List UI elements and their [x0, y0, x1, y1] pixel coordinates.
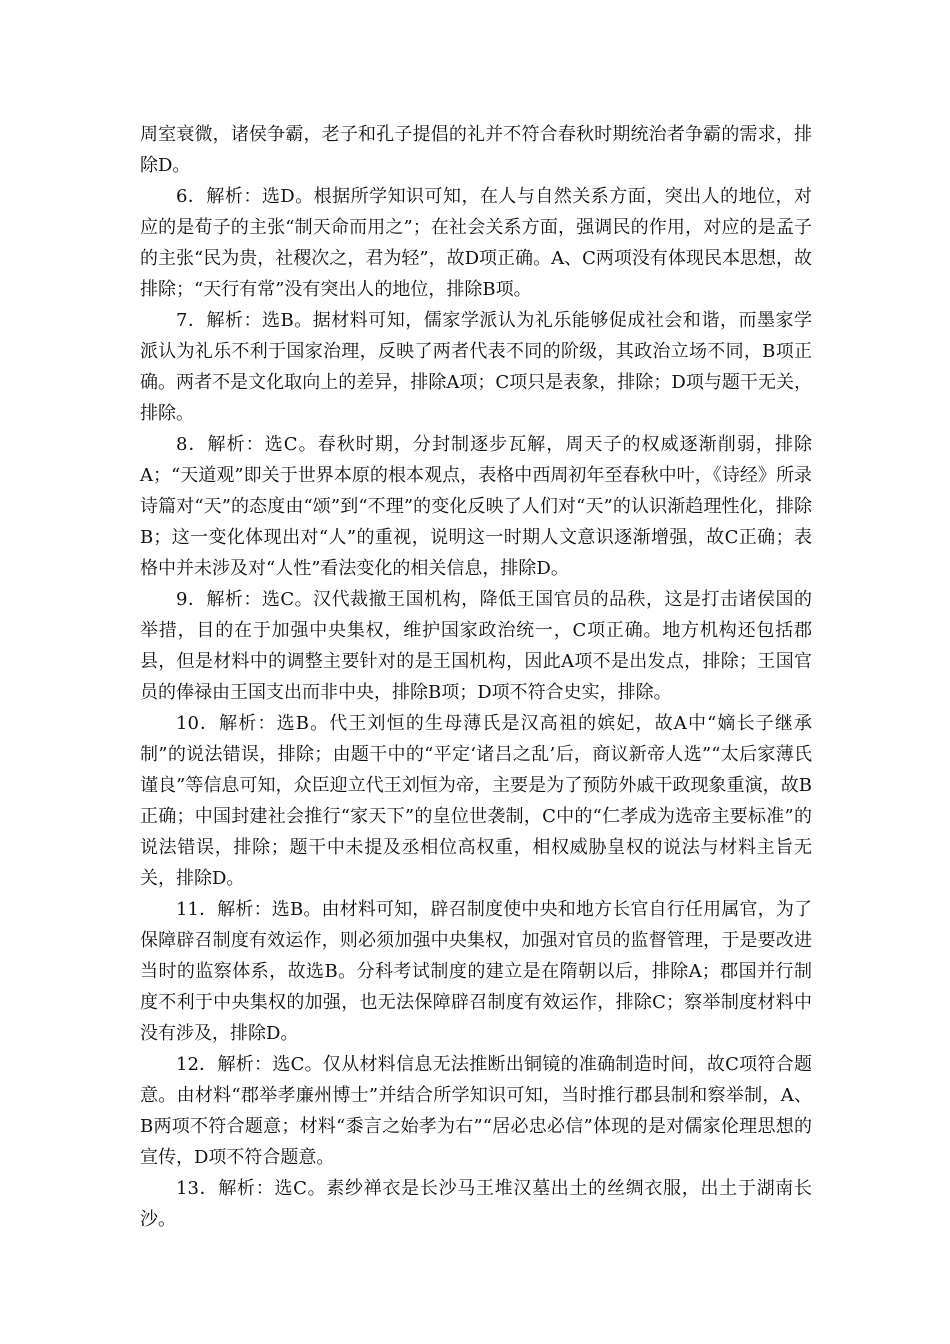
- answer-7: [140, 305, 812, 429]
- answer-label: 9．解析：: [176, 589, 262, 610]
- answer-13: [140, 1173, 812, 1235]
- answer-10: [140, 708, 812, 894]
- answer-text: 选C。仅从材料信息无法推断出铜镜的准确制造时间，故C项符合题意。由材料“郡举孝廉州博士”并结合所学知识可知，当时推行郡县制和察举制，A、B两项不符合题意；材料“黍言之始孝为右”“居必忠必信”体现的是对儒家伦理思想的宣传，D项不符合题意。: [140, 1054, 812, 1168]
- answer-label: 8．解析：: [176, 434, 265, 455]
- answer-text: 选C。素纱禅衣是长沙马王堆汉墓出土的丝绸衣服，出土于湖南长沙。: [140, 1178, 812, 1230]
- paragraph-continuation: [140, 119, 812, 181]
- answer-label: 10．解析：: [176, 713, 277, 734]
- answer-text: 选B。代王刘恒的生母薄氏是汉高祖的嫔妃，故A中“嫡长子继承制”的说法错误，排除；由题干中的“平定‘诸吕之乱’后，商议新帝人选”“太后家薄氏谨良”等信息可知，众臣迎立代王刘恒为帝，主要是为了预防外戚干政现象重演，故B正确；中国封建社会推行“家天下”的皇位世袭制，C中的“仁孝成为选帝主要标准”的说法错误，排除；题干中未提及丞相位高权重，相权威胁皇权的说法与材料主旨无关，排除D。: [140, 713, 812, 889]
- answer-text: 选C。汉代裁撤王国机构，降低王国官员的品秩，这是打击诸侯国的举措，目的在于加强中央集权，维护国家政治统一，C项正确。地方机构还包括郡县，但是材料中的调整主要针对的是王国机构，因此A项不是出发点，排除；王国官员的俸禄由王国支出而非中央，排除B项；D项不符合史实，排除。: [140, 589, 812, 703]
- answer-text: 选C。春秋时期，分封制逐步瓦解，周天子的权威逐渐削弱，排除A；“天道观”即关于世界本原的根本观点，表格中西周初年至春秋中叶，《诗经》所录诗篇对“天”的态度由“颂”到“不理”的变化反映了人们对“天”的认识渐趋理性化，排除B；这一变化体现出对“人”的重视，说明这一时期人文意识逐渐增强，故C正确；表格中并未涉及对“人性”看法变化的相关信息，排除D。: [140, 434, 813, 579]
- answer-label: 6．解析：: [176, 186, 262, 207]
- answer-12: [140, 1049, 812, 1173]
- answer-label: 7．解析：: [176, 310, 262, 331]
- answer-label: 13．解析：: [176, 1178, 275, 1199]
- answer-text: 选B。据材料可知，儒家学派认为礼乐能够促成社会和谐，而墨家学派认为礼乐不利于国家治理，反映了两者代表不同的阶级，其政治立场不同，B项正确。两者不是文化取向上的差异，排除A项；C项只是表象，排除；D项与题干无关，排除。: [140, 310, 812, 424]
- document-page: [140, 119, 812, 1235]
- answer-6: [140, 181, 812, 305]
- answer-text: 选B。由材料可知，辟召制度使中央和地方长官自行任用属官，为了保障辟召制度有效运作，则必须加强中央集权，加强对官员的监督管理，于是要改进当时的监察体系，故选B。分科考试制度的建立是在隋朝以后，排除A；郡国并行制度不利于中央集权的加强，也无法保障辟召制度有效运作，排除C；察举制度材料中没有涉及，排除D。: [140, 899, 812, 1044]
- answer-9: [140, 584, 812, 708]
- answer-text: 选D。根据所学知识可知，在人与自然关系方面，突出人的地位，对应的是荀子的主张“制天命而用之”；在社会关系方面，强调民的作用，对应的是孟子的主张“民为贵，社稷次之，君为轻”，故D项正确。A、C两项没有体现民本思想，故排除；“天行有常”没有突出人的地位，排除B项。: [140, 186, 812, 300]
- answer-11: [140, 894, 812, 1049]
- answer-8: [140, 429, 812, 584]
- paragraph-text: 周室衰微，诸侯争霸，老子和孔子提倡的礼并不符合春秋时期统治者争霸的需求，排除D。: [140, 124, 812, 176]
- answer-label: 11．解析：: [176, 899, 272, 920]
- answer-label: 12．解析：: [176, 1054, 273, 1075]
